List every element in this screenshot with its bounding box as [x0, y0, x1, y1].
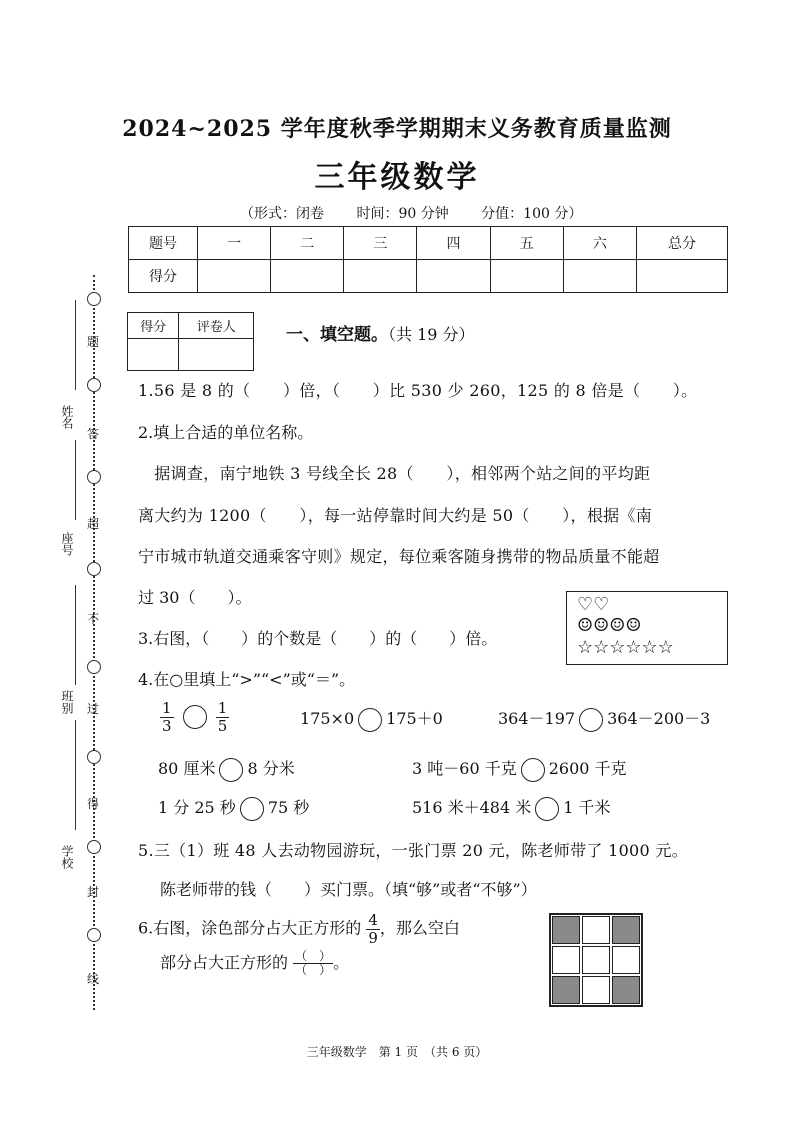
score-input-cell[interactable] [344, 260, 417, 293]
question-6-text: 6.右图，涂色部分占大正方形的 [138, 918, 362, 938]
score-table-cell: 三 [344, 227, 417, 260]
seat-label: 座号 [60, 532, 74, 556]
shaded-cell [612, 916, 640, 944]
score-table-cell: 一 [198, 227, 271, 260]
question-2-line: 过 30（ ）。 [138, 588, 252, 607]
grader-name-label: 评卷人 [179, 313, 254, 339]
compare-b [300, 706, 443, 732]
seal-circle [87, 378, 101, 392]
question-5-line: 陈老师带的钱（ ）买门票。（填“够”或者“不够”） [160, 880, 537, 899]
answer-circle[interactable] [240, 797, 264, 821]
stars-row: ☆☆☆☆☆☆ [577, 637, 674, 658]
seal-circle [87, 470, 101, 484]
seal-circle [87, 928, 101, 942]
score-input-cell[interactable] [198, 260, 271, 293]
section-points: （共 19 分） [388, 325, 475, 344]
compare-d [158, 756, 295, 782]
blank-cell [582, 946, 610, 974]
score-table-cell: 六 [563, 227, 636, 260]
grader-name-cell[interactable] [179, 339, 254, 371]
answer-circle[interactable] [579, 708, 603, 732]
compare-f [158, 795, 309, 821]
answer-circle[interactable] [219, 758, 243, 782]
grader-score-cell[interactable] [128, 339, 179, 371]
seal-circle [87, 562, 101, 576]
score-input-cell[interactable] [417, 260, 490, 293]
compare-right: 75 秒 [267, 798, 310, 817]
seal-circle [87, 840, 101, 854]
exam-title: 2024~2025 学年度秋季学期期末义务教育质量监测 [122, 116, 672, 142]
grader-table [127, 312, 254, 371]
shaded-cell [612, 976, 640, 1004]
question-5: 5.三（1）班 48 人去动物园游玩，一张门票 20 元，陈老师带了 1000 元。 [138, 841, 688, 860]
class-label: 班别 [60, 690, 74, 714]
score-table-cell: 二 [271, 227, 344, 260]
score-input-cell[interactable] [563, 260, 636, 293]
section-heading [286, 320, 475, 345]
seal-char: 得 [86, 797, 99, 811]
compare-left: 175×0 [300, 709, 355, 728]
score-table-cell: 四 [417, 227, 490, 260]
fraction-numerator: 1 [162, 699, 172, 717]
compare-e [412, 756, 627, 782]
score-table [128, 226, 728, 293]
shaded-cell [552, 976, 580, 1004]
q6-square-grid [549, 913, 643, 1007]
question-2-line: 宁市城市轨道交通乘客守则》规定，每位乘客随身携带的物品质量不能超 [138, 547, 660, 566]
score-table-cell: 总分 [637, 227, 728, 260]
compare-right: 2600 千克 [548, 759, 627, 778]
blank-fraction[interactable] [293, 950, 333, 977]
compare-left: 364－197 [498, 709, 576, 728]
score-input-cell[interactable] [490, 260, 563, 293]
compare-right: 175＋0 [386, 709, 443, 728]
score-table-header-row [129, 227, 728, 260]
exam-time: 时间：90 分钟 [356, 206, 449, 222]
exam-meta [240, 203, 610, 223]
question-3: 3.右图，（ ）的个数是（ ）的（ ）倍。 [138, 629, 498, 648]
answer-circle[interactable] [535, 797, 559, 821]
hearts-row: ♡♡ [577, 594, 610, 615]
compare-left: 80 厘米 [158, 759, 216, 778]
seal-char: 不 [86, 612, 99, 626]
fraction-denominator: （ ） [295, 963, 332, 978]
fraction-numerator: 1 [217, 699, 228, 717]
question-6-line [160, 950, 349, 977]
blank-cell [582, 916, 610, 944]
blank-cell [552, 946, 580, 974]
seal-circle [87, 660, 101, 674]
section-title: 一、填空题。 [286, 325, 388, 345]
compare-right: 8 分米 [247, 759, 295, 778]
question-2-line: 据调查，南宁地铁 3 号线全长 28（ ），相邻两个站之间的平均距 [138, 464, 651, 483]
blank-cell [612, 946, 640, 974]
school-label: 学校 [60, 845, 74, 869]
exam-subtitle: 三年级数学 [314, 160, 480, 195]
seal-circle [87, 750, 101, 764]
grader-score-label: 得分 [128, 313, 179, 339]
blank-cell [582, 976, 610, 1004]
compare-left: 3 吨－60 千克 [412, 759, 517, 778]
answer-circle[interactable] [183, 705, 207, 729]
q3-figure [566, 591, 728, 665]
question-6-text: 。 [333, 953, 350, 973]
answer-circle[interactable] [521, 758, 545, 782]
exam-format: （形式：闭卷 [240, 206, 324, 222]
page-footer: 三年级数学 第 1 页 （共 6 页） [306, 1045, 488, 1059]
smiles-row: ☺☺☺☺ [577, 615, 642, 636]
fraction [160, 700, 174, 734]
seat-underline [75, 440, 76, 520]
seal-char: 题 [86, 335, 99, 349]
compare-g [412, 795, 611, 821]
name-label: 姓名 [60, 405, 74, 429]
fraction-denominator: 5 [217, 716, 228, 735]
question-6-text: 部分占大正方形的 [160, 953, 289, 973]
score-input-cell[interactable] [271, 260, 344, 293]
exam-score-value: 分值：100 分） [481, 206, 583, 222]
question-6-text: ，那么空白 [379, 918, 460, 938]
compare-left: 516 米＋484 米 [412, 798, 532, 817]
compare-right: 1 千米 [563, 798, 611, 817]
fraction-denominator: 3 [162, 716, 172, 735]
compare-left: 1 分 25 秒 [158, 798, 236, 817]
compare-c [498, 706, 710, 732]
seal-char: 封 [86, 885, 99, 899]
seal-circle [87, 292, 101, 306]
score-table-cell: 得分 [129, 260, 198, 293]
fraction-denominator: 9 [368, 928, 378, 947]
seal-char: 线 [86, 972, 99, 986]
seal-char: 过 [86, 702, 99, 716]
question-2-line: 离大约为 1200（ ），每一站停靠时间大约是 50（ ），根据《南 [138, 506, 653, 525]
fraction [216, 700, 230, 734]
answer-circle[interactable] [358, 708, 382, 732]
score-table-score-row [129, 260, 728, 293]
fraction [366, 912, 380, 946]
question-1: 1.56 是 8 的（ ）倍，（ ）比 530 少 260，125 的 8 倍是（ ）。 [138, 381, 698, 400]
score-table-cell: 题号 [129, 227, 198, 260]
question-6 [138, 912, 460, 946]
compare-a [160, 700, 229, 734]
fraction-numerator: 4 [368, 911, 378, 929]
question-4-title: 4.在○里填上“>”“<”或“＝”。 [138, 670, 356, 689]
question-2-title: 2.填上合适的单位名称。 [138, 423, 314, 442]
score-input-cell[interactable] [637, 260, 728, 293]
class-underline [75, 585, 76, 685]
fraction-numerator: （ ） [295, 949, 332, 963]
seal-char: 超 [86, 517, 99, 531]
name-underline [75, 300, 76, 390]
seal-char: 答 [86, 427, 99, 441]
shaded-cell [552, 916, 580, 944]
score-table-cell: 五 [490, 227, 563, 260]
compare-right: 364－200－3 [607, 709, 711, 728]
school-underline [75, 720, 76, 830]
